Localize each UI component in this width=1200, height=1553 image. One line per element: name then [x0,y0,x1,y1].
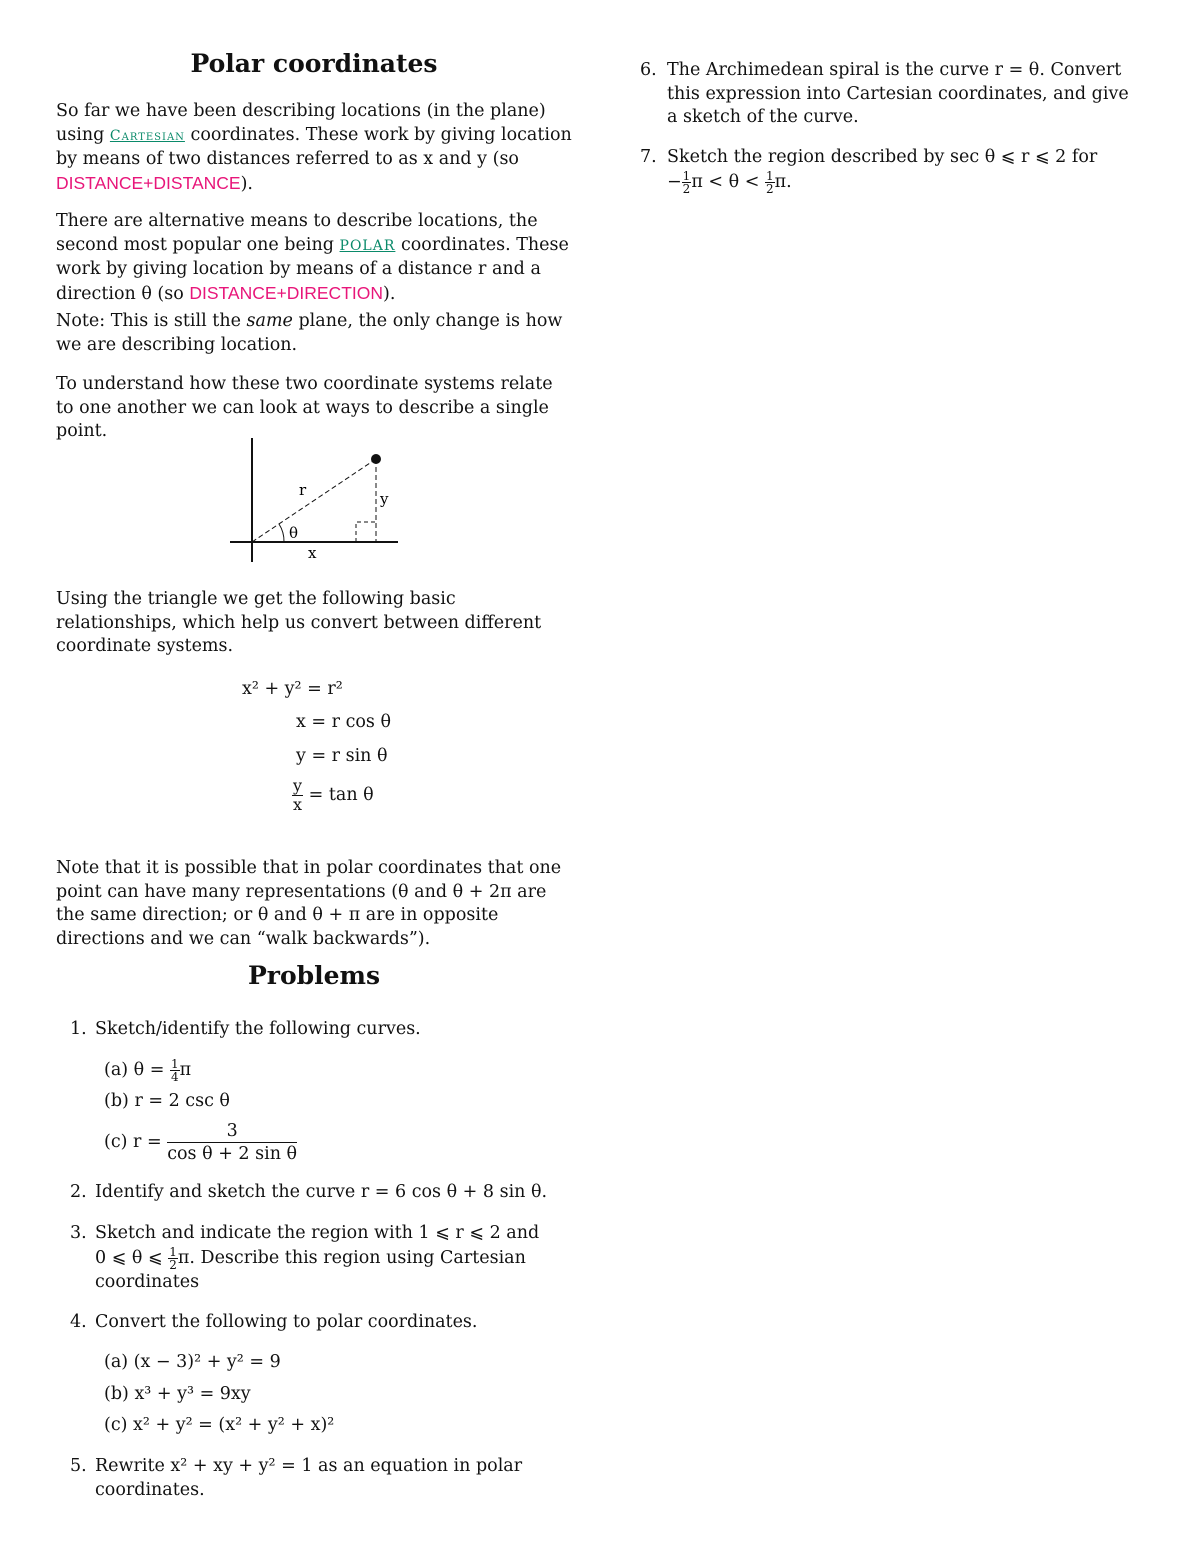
distance-direction-highlight: DISTANCE+DIRECTION [189,282,383,303]
intro-p1-text-b: coordinates. These work by giving location by means of two distances referred to as x and y (so [56,124,572,169]
note-emphasis: same [246,311,293,331]
intro-p1-text-a: So far we have been describing locations (in the plane) using [56,101,546,145]
problem-1a-label: (a) [104,1060,129,1080]
angle-arc [279,524,284,542]
problem-1-text: Sketch/identify the following curves. [95,1019,421,1039]
problem-3-line-b-post: π. Describe this region using Cartesian [177,1247,526,1268]
problem-4c-label: (c) [104,1415,128,1435]
problem-3-number: 3. [70,1223,87,1243]
problem-1b [104,1090,230,1114]
eq4-rhs: = tan θ [308,785,374,805]
problem-5-text: Rewrite x² + xy + y² = 1 as an equation in polar coordinates. [95,1456,523,1500]
equation-2: x = r cos θ [296,712,392,732]
polar-triangle-diagram [226,434,406,564]
cartesian-link[interactable]: Cartesian [109,127,185,144]
intro-p2-text-a: There are alternative means to describe locations, the second most popular one being [56,211,538,255]
problem-7-upper-num: 1 [765,168,774,183]
equation-4 [292,777,374,814]
problem-4b-equation: x³ + y³ = 9xy [134,1384,251,1404]
problem-1a-frac-num: 1 [171,1057,179,1071]
note-same-plane [56,310,572,357]
problem-4a-label: (a) [104,1352,129,1372]
problem-7-lower-den: 2 [682,181,691,196]
problem-3-line-c: coordinates [95,1271,200,1292]
problem-5-number: 5. [70,1456,87,1476]
problem-4b [104,1383,251,1407]
intro-p1-text-c: ). [240,173,253,194]
problem-1c [104,1120,297,1165]
equation-3: y = r sin θ [296,746,388,766]
problems-heading: Problems [247,961,381,990]
problem-1b-label: (b) [104,1091,129,1111]
problem-3-line-b-pre: 0 ⩽ θ ⩽ [95,1247,163,1268]
problem-3-frac-den: 2 [169,1257,177,1272]
problem-7-mid: π < θ < [691,171,760,192]
problem-1a-fraction [170,1058,180,1083]
problem-7-line-a: Sketch the region described by sec θ ⩽ r ⩽ 2 for [667,147,1098,167]
label-x: x [308,544,317,562]
note-text-b: plane, the only change is how we are describing location. [56,311,563,355]
problem-1c-label: (c) [104,1132,128,1152]
problem-4c-equation: x² + y² = (x² + y² + x)² [133,1415,335,1435]
polar-link[interactable]: POLAR [339,237,396,254]
intro-paragraph-3: To understand how these two coordinate systems relate to one another we can look at ways to describe a single point. [56,374,553,441]
page-title: Polar coordinates [190,49,438,78]
problem-7-upper-den: 2 [765,181,774,196]
eq4-numerator: y [293,776,303,795]
problem-4a [104,1351,281,1375]
radius-line [252,459,376,542]
problem-4a-equation: (x − 3)² + y² = 9 [133,1352,281,1372]
problem-1c-numerator: 3 [167,1120,297,1143]
problem-2-number: 2. [70,1182,87,1202]
label-y: y [380,490,389,508]
problem-1c-fraction [167,1120,297,1165]
problem-1-number: 1. [70,1019,87,1039]
right-angle-marker [356,522,376,542]
problem-3-frac-num: 1 [169,1244,177,1259]
equation-1: x² + y² = r² [242,679,343,699]
note-text-a: Note: This is still the [56,311,241,331]
point-marker [371,454,381,464]
problem-1a [104,1058,191,1083]
problem-4-number: 4. [70,1312,87,1332]
problem-3-line-a: Sketch and indicate the region with 1 ⩽ r ⩽ 2 and [95,1223,540,1243]
problem-4-text: Convert the following to polar coordinates. [95,1312,478,1332]
intro-p2-text-b: coordinates. These work by giving location by means of a distance r and a direction θ (so [56,234,569,304]
distance-distance-highlight: DISTANCE+DISTANCE [56,172,241,193]
problem-4b-label: (b) [104,1384,129,1404]
problem-4c [104,1414,334,1438]
problem-7-end: π. [774,171,792,192]
problem-7-lower-fraction [682,170,692,195]
problem-1b-equation: r = 2 csc θ [134,1091,230,1111]
relations-intro: Using the triangle we get the following basic relationships, which help us convert between different coordinate systems. [56,589,542,656]
eq4-denominator: x [293,795,303,814]
problem-7-minus: − [667,171,682,192]
label-theta: θ [289,524,299,542]
intro-paragraph-1 [56,100,572,196]
problem-1a-rhs: π [179,1060,192,1080]
problem-7-number: 7. [640,147,657,167]
problem-7-lower-num: 1 [682,168,691,183]
problem-7-text [667,146,1142,195]
problem-1c-denominator: cos θ + 2 sin θ [167,1144,298,1164]
problem-6-number: 6. [640,60,657,80]
problem-1a-lhs: θ = [133,1060,165,1080]
problem-2-text: Identify and sketch the curve r = 6 cos θ + 8 sin θ. [95,1182,548,1202]
intro-p2-text-c: ). [383,283,396,304]
problem-3-fraction [168,1246,178,1271]
label-r: r [299,481,307,499]
problem-3-text [95,1222,575,1294]
problem-1a-frac-den: 4 [171,1070,179,1084]
note-multiple-representations: Note that it is possible that in polar coordinates that one point can have many representations (θ and θ + 2π are the same direction; or θ and θ + π are in opposite directions and we can “walk backwards”). [56,858,562,949]
problem-6-text: The Archimedean spiral is the curve r = θ. Convert this expression into Cartesian coordinates, and give a sketch of the curve. [667,60,1129,127]
problem-1c-lhs: r = [133,1132,162,1152]
intro-paragraph-2 [56,210,572,306]
y-over-x-fraction [292,777,303,814]
problem-7-upper-fraction [765,170,775,195]
